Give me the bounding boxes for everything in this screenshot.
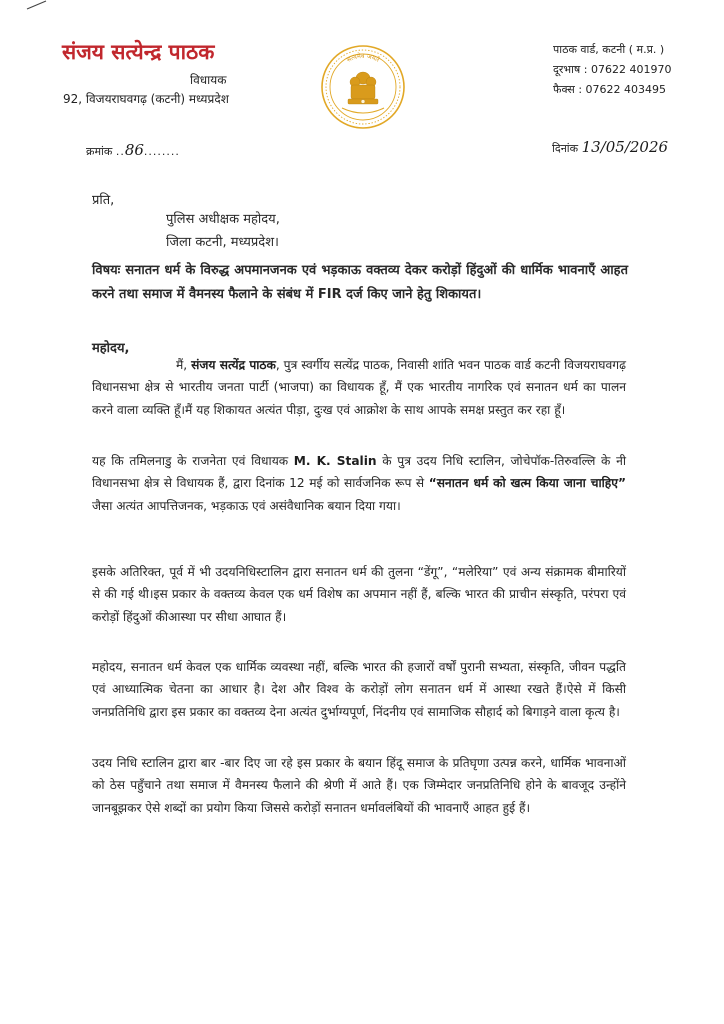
date-value: 13/05/2026 [581,138,669,156]
letterhead-name: संजय सत्येन्द्र पाठक [62,40,215,64]
letter-date [552,138,668,156]
corner-pen-mark [26,0,48,10]
recipient-to: प्रति, [92,193,115,208]
salutation: महोदय, [92,341,130,356]
paragraph-2-text-b: के पुत्र उदय निधि स्टालिन, जोचेपॉक-तिरुवल्लि के नी विधानसभा क्षेत्र से विधायक हैं, द्वारा दिनांक 12 मई को सार्वजनिक रूप से [92,454,626,491]
reference-value: 86 [124,141,144,159]
paragraph-2-quote: “सनातन धर्म को खत्म किया जाना चाहिए” [428,476,626,491]
national-emblem-seal [320,44,406,130]
fax-number: फैक्स : 07622 403495 [553,83,667,96]
office-address: पाठक वार्ड, कटनी ( म.प्र. ) [553,43,665,56]
reference-dots: ........ [143,145,180,158]
paragraph-4: महोदय, सनातन धर्म केवल एक धार्मिक व्यवस्था नहीं, बल्कि भारत की हजारों वर्षों पुरानी सभ्यता, संस्कृति, जीवन पद्धति एवं आध्यात्मिक चेतना का आधार है। देश और विश्व के करोड़ों लोग सनातन धर्म में आस्था रखते हैं।ऐसे में किसी जनप्रतिनिधि द्वारा इस प्रकार का वक्तव्य देना अत्यंत दुर्भाग्यपूर्ण, निंदनीय एवं सामाजिक सौहार्द को बिगाड़ने वाला कृत्य है। [92,660,626,719]
reference-label: क्रमांक [86,145,113,158]
paragraph-1-text-b: , पुत्र स्वर्गीय सत्येंद्र पाठक, निवासी शांति भवन पाठक वार्ड कटनी विजयराघवगढ़ विधानसभा क्षेत्र से भारतीय जनता पार्टी (भाजपा) का विधायक हूँ, मैं एक भारतीय नागरिक एवं सनातन धर्म का पालन करने वाला व्यक्ति हूँ।मैं यह शिकायत अत्यंत पीड़ा, दुःख एवं आक्रोश के साथ आपके समक्ष प्रस्तुत कर रहा हूँ। [92,358,627,417]
recipient-line-1: पुलिस अधीक्षक महोदय, [166,212,280,227]
letterhead-contact [553,40,671,100]
paragraph-2-stalin: M. K. Stalin [293,454,377,468]
paragraph-3: इसके अतिरिक्त, पूर्व में भी उदयनिधिस्टालिन द्वारा सनातन धर्म की तुलना “डेंगू”, “मलेरिया” एवं अन्य संक्रामक बीमारियों से की गई थी।इस प्रकार के वक्तव्य केवल एक धर्म विशेष का अपमान नहीं हैं, बल्कि भारत की प्राचीन संस्कृति, परंपरा एवं करोड़ों हिंदुओं कीआस्था पर सीधा आघात हैं। [92,565,626,624]
letterhead-address: 92, विजयराघवगढ़ (कटनी) मध्यप्रदेश [63,92,229,106]
svg-text:सत्यमेव जयते [345,52,381,64]
date-label: दिनांक [552,142,579,155]
paragraph-2-text-c: जैसा अत्यंत आपत्तिजनक, भड़काऊ एवं असंवैधानिक बयान दिया गया। [92,498,401,513]
letterhead-designation: विधायक [190,73,227,87]
seal-motto: सत्यमेव जयते [345,51,381,64]
paragraph-5: उदय निधि स्टालिन द्वारा बार -बार दिए जा रहे इस प्रकार के बयान हिंदू समाज के प्रतिघृणा उत्पन्न करने, धार्मिक भावनाओं को ठेस पहुँचाने तथा समाज में वैमनस्य फैलाने की श्रेणी में आते हैं। एक जिम्मेदार जनप्रतिनिधि होने के बावजूद उन्होंने जानबूझकर ऐसे शब्दों का प्रयोग किया जिससे करोड़ों सनातन धर्मावलंबियों की भावनाएँ आहत हुई हैं। [92,756,626,815]
paragraph-1-name: संजय सत्येंद्र पाठक [191,358,276,372]
recipient-line-2: जिला कटनी, मध्यप्रदेश। [166,235,279,250]
paragraph-1-text-a: मैं, [176,358,192,372]
paragraph-2-text-a: यह कि तमिलनाडु के राजनेता एवं विधायक [92,454,294,468]
reference-number: क्रमांक ..86........ [86,141,180,159]
paragraph-1 [92,354,626,421]
phone-number: दूरभाष : 07622 401970 [553,63,672,76]
letter-subject: विषयः सनातन धर्म के विरुद्ध अपमानजनक एवं भड़काऊ वक्तव्य देकर करोड़ों हिंदुओं की धार्मिक भावनाएँ आहत करने तथा समाज में वैमनस्य फैलाने के संबंध में FIR दर्ज किए जाने हेतु शिकायत। [92,263,628,302]
paragraph-2 [92,450,626,517]
